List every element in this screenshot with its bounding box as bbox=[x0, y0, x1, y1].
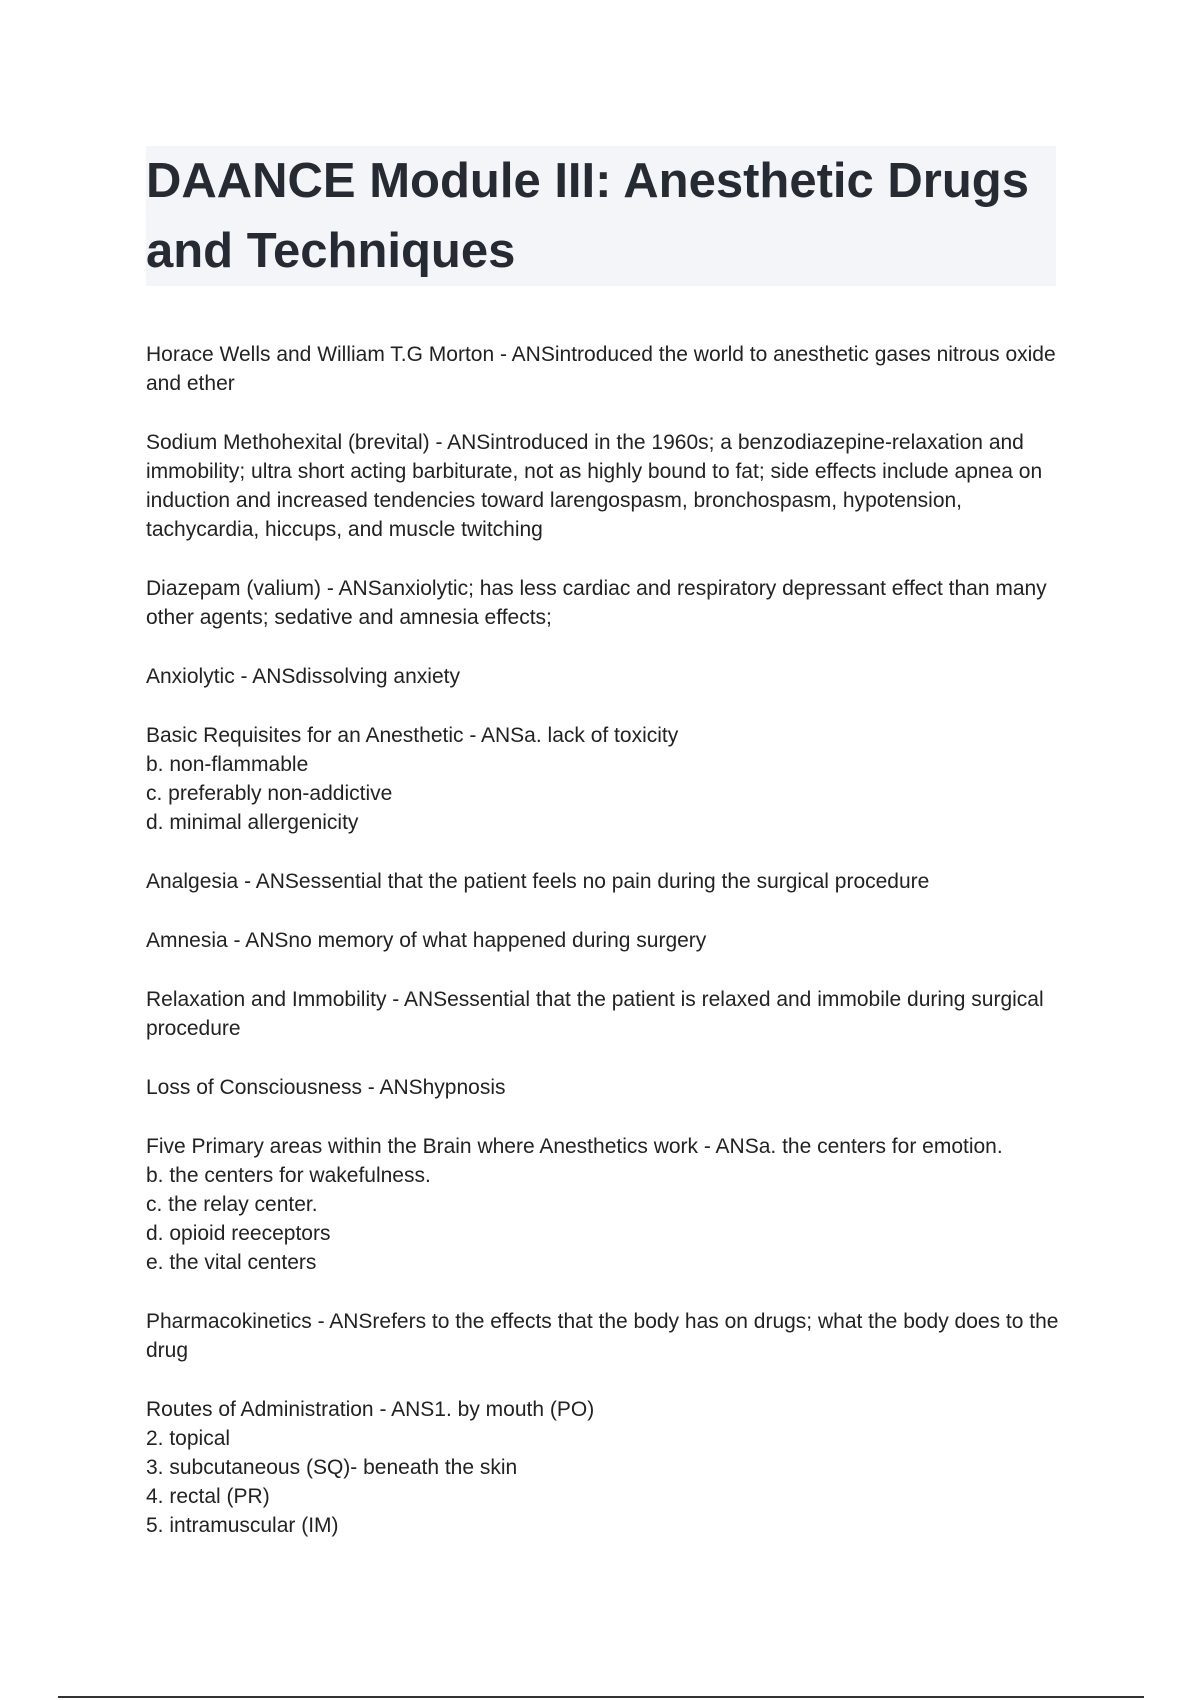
footer-divider bbox=[58, 1696, 1144, 1698]
entry-text: Loss of Consciousness - ANShypnosis bbox=[146, 1076, 506, 1099]
entry-analgesia bbox=[146, 867, 1066, 896]
entry-five-primary-areas bbox=[146, 1132, 1066, 1277]
entry-line: 3. subcutaneous (SQ)- beneath the skin bbox=[146, 1456, 518, 1479]
entry-text: Relaxation and Immobility - ANSessential that the patient is relaxed and immobile during surgical procedure bbox=[146, 988, 1050, 1040]
entry-line: 5. intramuscular (IM) bbox=[146, 1514, 339, 1537]
entry-line: e. the vital centers bbox=[146, 1251, 317, 1274]
entry-text: Amnesia - ANSno memory of what happened during surgery bbox=[146, 929, 707, 952]
document-content bbox=[146, 340, 1066, 1570]
entry-pharmacokinetics bbox=[146, 1307, 1066, 1365]
entry-line: 2. topical bbox=[146, 1427, 231, 1450]
entry-loss-of-consciousness bbox=[146, 1073, 1066, 1102]
entry-horace-wells bbox=[146, 340, 1066, 398]
entry-line: Five Primary areas within the Brain where Anesthetics work - ANSa. the centers for emotion. bbox=[146, 1135, 1003, 1158]
entry-line: b. the centers for wakefulness. bbox=[146, 1164, 431, 1187]
entry-anxiolytic bbox=[146, 662, 1066, 691]
entry-basic-requisites bbox=[146, 721, 1066, 837]
entry-line: c. preferably non-addictive bbox=[146, 782, 393, 805]
entry-text: Anxiolytic - ANSdissolving anxiety bbox=[146, 665, 460, 688]
entry-amnesia bbox=[146, 926, 1066, 955]
entry-line: d. minimal allergenicity bbox=[146, 811, 359, 834]
entry-text: Sodium Methohexital (brevital) - ANSintroduced in the 1960s; a benzodiazepine-relaxation and immobility; ultra short acting barbiturate, not as highly bound to fat; side effects include apnea on induction and increased tendencies toward larengospasm, bronchospasm, hypotension, tachycardia, hiccups, and muscle twitching bbox=[146, 431, 1048, 541]
entry-diazepam bbox=[146, 574, 1066, 632]
entry-sodium-methohexital bbox=[146, 428, 1066, 544]
entry-relaxation-immobility bbox=[146, 985, 1066, 1043]
page-title: DAANCE Module III: Anesthetic Drugs and Techniques bbox=[146, 154, 1029, 278]
entry-line: 4. rectal (PR) bbox=[146, 1485, 270, 1508]
entry-text: Analgesia - ANSessential that the patient feels no pain during the surgical procedure bbox=[146, 870, 930, 893]
entry-line: Basic Requisites for an Anesthetic - ANSa. lack of toxicity bbox=[146, 724, 679, 747]
entry-line: d. opioid reeceptors bbox=[146, 1222, 331, 1245]
entry-text: Pharmacokinetics - ANSrefers to the effects that the body has on drugs; what the body does to the drug bbox=[146, 1310, 1065, 1362]
entry-text: Horace Wells and William T.G Morton - ANSintroduced the world to anesthetic gases nitrous oxide and ether bbox=[146, 343, 1062, 395]
entry-text: Diazepam (valium) - ANSanxiolytic; has less cardiac and respiratory depressant effect than many other agents; sedative and amnesia effects; bbox=[146, 577, 1053, 629]
title-block bbox=[146, 146, 1056, 286]
entry-line: Routes of Administration - ANS1. by mouth (PO) bbox=[146, 1398, 595, 1421]
entry-routes-of-administration bbox=[146, 1395, 1066, 1540]
entry-line: c. the relay center. bbox=[146, 1193, 318, 1216]
entry-line: b. non-flammable bbox=[146, 753, 309, 776]
